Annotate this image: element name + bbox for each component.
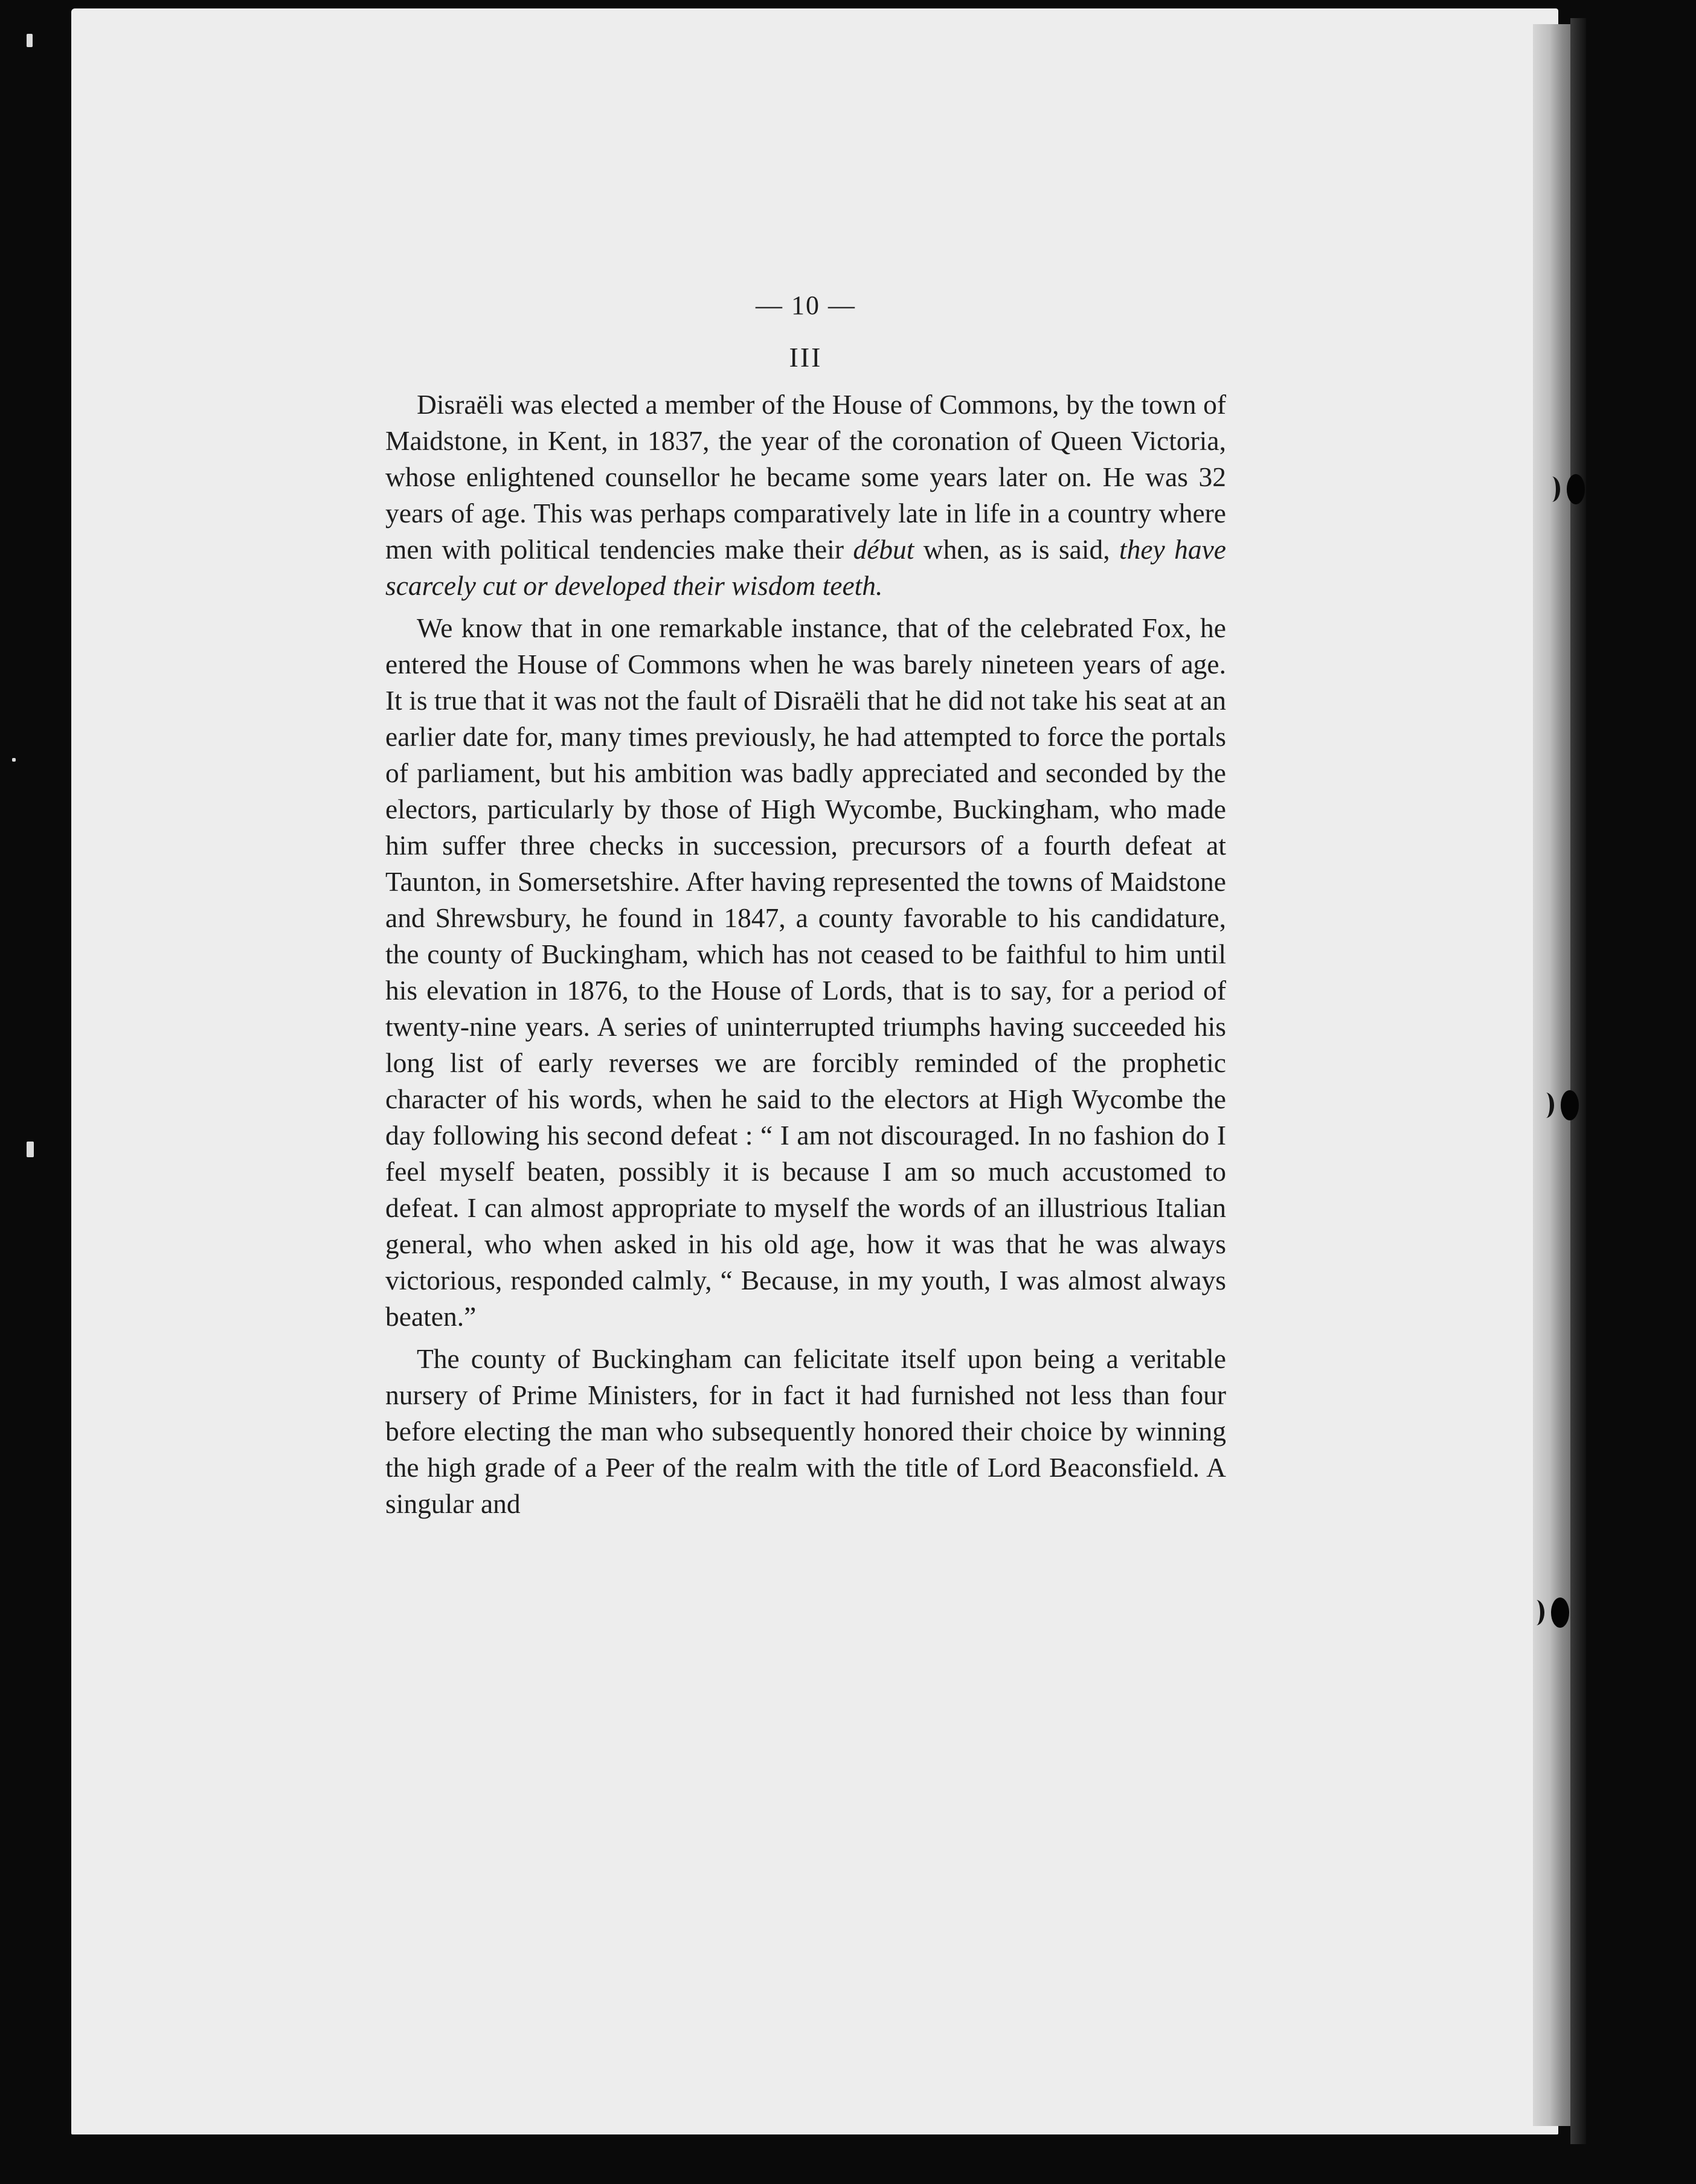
binding-strip <box>1533 24 1575 2126</box>
margin-speck <box>27 34 33 47</box>
margin-speck <box>27 1142 34 1157</box>
punch-hole-bottom <box>1551 1598 1569 1628</box>
paragraph-1-debut: début <box>853 534 914 565</box>
punch-hole-top <box>1567 474 1585 504</box>
paragraph-2: We know that in one remarkable instance, that of the celebrated Fox, he entered the House of Commons when he was barely nineteen years of age. It is true that it was not the fault of Disraëli that he did not take his seat at an earlier date for, many times previously, he had attempted to force the portals of parliament, but his ambition was badly appreciated and seconded by the electors, particularly by those of High Wycombe, Buckingham, who made him suffer three checks in succession, precursors of a fourth defeat at Taunton, in Somersetshire. After having represented the towns of Maidstone and Shrewsbury, he found in 1847, a county favorable to his candidature, the county of Buckingham, which has not ceased to be faithful to him until his elevation in 1876, to the House of Lords, that is to say, for a period of twenty-nine years. A series of uninterrupted triumphs having succeeded his long list of early reverses we are forcibly reminded of the prophetic character of his words, when he said to the electors at High Wycombe the day following his second defeat : “ I am not discouraged. In no fashion do I feel myself beaten, possibly it is because I am so much accustomed to defeat. I can almost appropriate to myself the words of an illustrious Italian general, who when asked in his old age, how it was that he was always victorious, responded calmly, “ Because, in my youth, I was almost always beaten.” <box>385 612 1226 1332</box>
paragraph-1-middle: when, as is said, <box>914 534 1119 565</box>
margin-speck <box>12 758 16 762</box>
page-text-block <box>385 290 1226 1528</box>
punch-hole-middle <box>1561 1090 1579 1120</box>
page-number: — 10 — <box>756 291 856 320</box>
section-heading: III <box>789 342 823 373</box>
paragraph-1-text: Disraëli was elected a member of the House of Commons, by the town of Maidstone, in Kent, in 1837, the year of the coronation of Queen Victoria, whose enlightened counsellor he became some years later on. He was 32 years of age. This was perhaps comparatively late in life in a country where men with political tendencies make their <box>385 389 1226 565</box>
right-margin <box>1586 0 1696 2184</box>
paragraph-1-italic-phrase: they have scarcely cut or developed their wisdom teeth. <box>385 534 1226 601</box>
paragraph-1 <box>385 387 1226 604</box>
paragraph-3: The county of Buckingham can felicitate itself upon being a veritable nursery of Prime Ministers, for in fact it had furnished not less than four before electing the man who subsequently honored their choice by winning the high grade of a Peer of the realm with the title of Lord Beaconsfield. A singular and <box>385 1343 1226 1519</box>
binding-edge <box>1570 18 1586 2144</box>
